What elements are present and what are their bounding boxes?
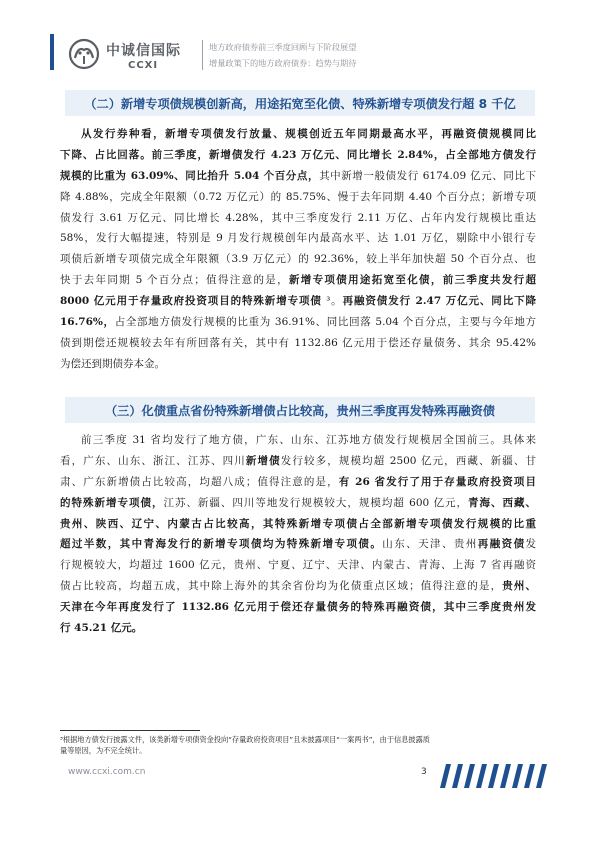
header-accent-bar [50, 34, 54, 70]
text-run: 其中新增一般债发行 6174.09 亿元、同比下 [319, 169, 536, 182]
text-line [60, 430, 536, 451]
brand-name-en: CCXI [128, 60, 159, 71]
text-line [60, 534, 536, 555]
footnote-line: ³根据地方债发行披露文件，该类新增专项债资金投向“存量政府投资项目”且未披露项目“一案两书”，由于信息披露质 [60, 735, 430, 744]
text-line [60, 514, 536, 535]
text-line [60, 472, 536, 493]
text-line [60, 312, 536, 333]
text-line [60, 291, 536, 312]
section-heading-2 [65, 90, 535, 116]
text-run: 债发行 3.61 万亿元、同比增长 4.28%，其中三季度发行 2.11 万亿、占年内发行规模比重达 [60, 211, 536, 224]
bold-text: 贵州、 [502, 580, 536, 593]
text-run: 肃、广东新增债占比较高，均超八成；值得注意的是， [60, 475, 339, 488]
text-line [60, 166, 536, 187]
header-divider [202, 40, 203, 70]
text-line [60, 249, 536, 270]
ccxi-logo-icon [66, 36, 102, 72]
text-run: 项债后新增专项债完成全年限额（3.9 万亿元）的 92.36%，较上半年加快超 50 个百分点、也 [60, 253, 536, 266]
bold-text: 16.76%， [60, 316, 115, 329]
text-run: 发行较多，规模均超 2500 亿元，西藏、新疆、甘 [280, 454, 536, 467]
section-3-paragraph [60, 430, 536, 639]
text-line [60, 618, 536, 639]
text-line [60, 187, 536, 208]
bold-text: 从发行券种看，新增专项债发行放量、规模创近五年同期最高水平，再融资债规模同比 [81, 128, 536, 140]
bold-text: 贵州、陕西、辽宁、内蒙古占比较高，其特殊新增专项债占全部新增专项债发行规模的比重 [60, 517, 536, 530]
section-title: （二）新增专项债规模创新高，用途拓宽至化债、特殊新增专项债发行超 8 千亿 [84, 97, 516, 111]
text-run: 58%，发行大幅提速，特别是 9 月发行规模创年内最高水平、达 1.01 万亿，剔除中小银行专 [60, 232, 536, 245]
bold-text: 新增债 [245, 454, 281, 467]
text-line [60, 576, 536, 597]
text-line [60, 333, 536, 354]
text-run: 江苏、新疆、四川等地发行规模较大，规模均超 600 亿元， [163, 496, 469, 509]
text-line [60, 208, 536, 229]
page-footer [0, 752, 595, 802]
text-line [60, 228, 536, 249]
text-line [60, 597, 536, 618]
text-line [60, 145, 536, 166]
bold-text: 天津在今年再度发行了 1132.86 亿元用于偿还存量债务的特殊再融资债，其中三季度贵州发 [60, 601, 536, 614]
bold-text: 再融资债发行 2.47 万亿元、同比下降 [342, 295, 536, 308]
text-run: 债到期偿还规模较去年有所回落有关，其中有 1132.86 亿元用于偿还存量债务、其余 95.42% [60, 336, 536, 349]
bold-text: 的特殊新增专项债， [60, 496, 164, 509]
text-run: 发 [525, 538, 536, 551]
footer-stripes-decoration [432, 764, 554, 788]
bold-text: 下降、占比回落。前三季度，新增债发行 4.23 万亿元、同比增长 2.84%，占全部地方债发行 [60, 148, 536, 161]
text-run: 行规模较大，均超过 1600 亿元，贵州、宁夏、辽宁、天津、内蒙古、青海、上海 7 省再融资 [60, 559, 536, 572]
section-title: （三）化债重点省份特殊新增债占比较高，贵州三季度再发特殊再融资债 [105, 404, 495, 418]
report-title: 地方政府债券前三季度回顾与下阶段展望 [209, 42, 357, 52]
text-run: 看，广东、山东、浙江、江苏、四川 [60, 454, 246, 467]
text-run: 债占比较高，均超五成，其中除上海外的其余省份均为化债重点区域；值得注意的是， [60, 580, 503, 593]
text-run: 快于去年同期 5 个百分点；值得注意的是， [60, 274, 289, 287]
bold-text: 再融资债 [477, 538, 526, 551]
text-line [60, 354, 536, 375]
section-2-paragraph [60, 124, 536, 375]
footnote-line: 量等原因，为不完全统计。 [60, 746, 147, 755]
text-line [60, 555, 536, 576]
page-number: 3 [421, 767, 427, 777]
section-heading-3 [65, 397, 535, 423]
footnote-divider [60, 730, 200, 731]
text-run: 前三季度 31 省均发行了地方债，广东、山东、江苏地方债发行规模居全国前三。具体来 [81, 434, 536, 446]
bold-text: 超过半数，其中青海发行的新增专项债均为特殊新增专项债。 [60, 538, 383, 551]
text-line [60, 270, 536, 291]
text-line [60, 451, 536, 472]
brand-name-cn: 中诚信国际 [106, 43, 181, 59]
bold-text: 新增专项债用途拓宽至化债，前三季度共发行超 [288, 274, 536, 287]
bold-text: 行 45.21 亿元。 [60, 622, 143, 635]
text-run: 为偿还到期债券本金。 [60, 357, 165, 370]
text-run: 降 4.88%，完成全年限额（0.72 万亿元）的 85.75%、慢于去年同期 4.40 个百分点；新增专项 [60, 190, 536, 203]
page-header [0, 0, 595, 82]
bold-text: 青海、西藏、 [468, 496, 536, 509]
bold-text: 规模的比重为 63.09%、同比抬升 5.04 个百分点， [60, 169, 320, 182]
bold-text: 8000 亿元用于存量政府投资项目的特殊新增专项债 [60, 295, 322, 308]
text-run: ³。 [321, 295, 343, 308]
website-url: www.ccxi.com.cn [68, 767, 146, 777]
text-line [60, 493, 536, 514]
bold-text: 有 26 省发行了用于存量政府投资项目 [338, 475, 536, 488]
text-run: 占全部地方债发行规模的比重为 36.91%、同比回落 5.04 个百分点，主要与今年地方 [114, 316, 536, 329]
text-line [60, 124, 536, 145]
report-subtitle: 增量政策下的地方政府债券：趋势与期待 [209, 58, 357, 68]
text-run: 山东、天津、贵州 [382, 538, 478, 551]
